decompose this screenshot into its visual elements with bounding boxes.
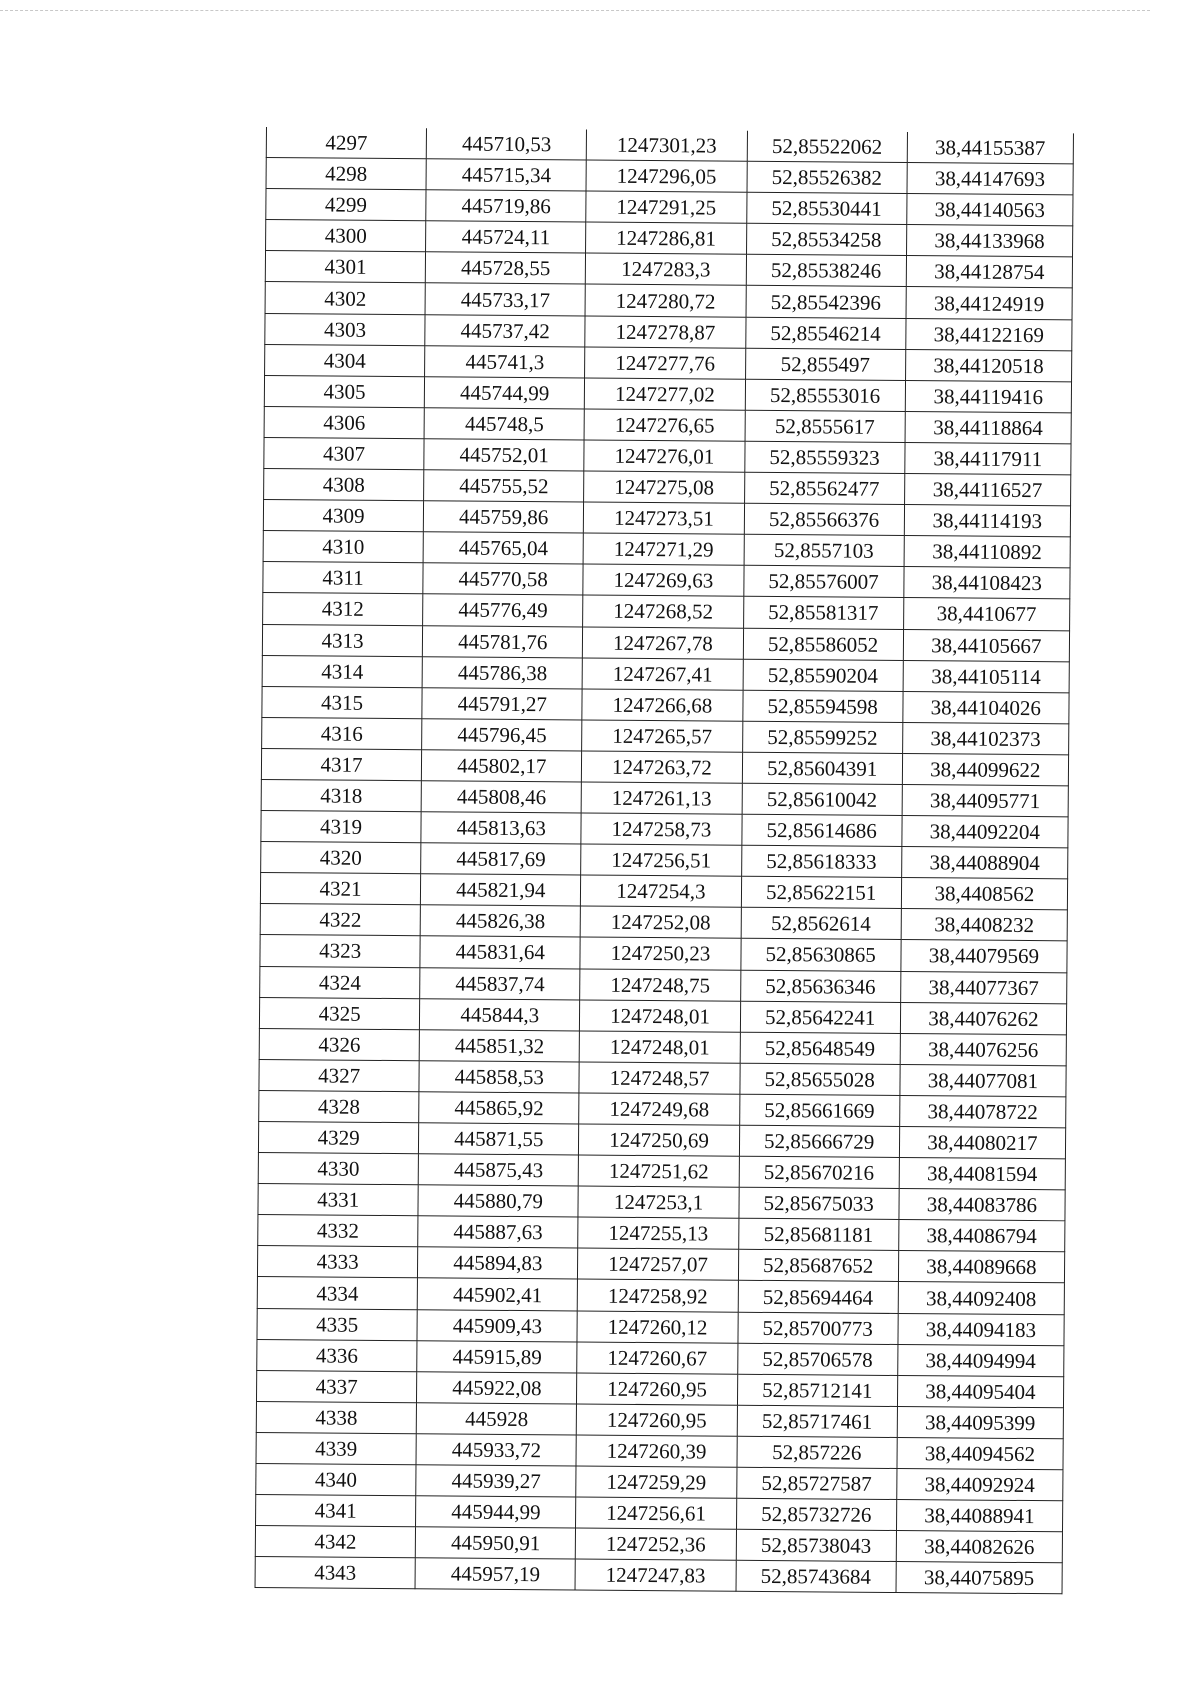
- y-coordinate-cell: 1247250,69: [579, 1124, 739, 1156]
- coordinates-table: [255, 127, 1074, 1595]
- point-number-cell: 4301: [265, 251, 425, 283]
- longitude-cell: 38,44122169: [906, 318, 1072, 350]
- y-coordinate-cell: 1247249,68: [579, 1093, 739, 1125]
- x-coordinate-cell: 445871,55: [419, 1123, 579, 1155]
- latitude-cell: 52,85546214: [745, 317, 905, 349]
- latitude-cell: 52,85743684: [736, 1561, 896, 1593]
- point-number-cell: 4330: [258, 1153, 418, 1185]
- latitude-cell: 52,85694464: [738, 1281, 898, 1313]
- latitude-cell: 52,85604391: [742, 752, 902, 784]
- y-coordinate-cell: 1247248,01: [580, 1031, 740, 1063]
- x-coordinate-cell: 445922,08: [417, 1371, 577, 1403]
- longitude-cell: 38,44077367: [900, 971, 1066, 1003]
- x-coordinate-cell: 445719,86: [426, 190, 586, 222]
- y-coordinate-cell: 1247276,01: [584, 440, 744, 472]
- point-number-cell: 4340: [256, 1463, 416, 1495]
- x-coordinate-cell: 445776,49: [423, 594, 583, 626]
- point-number-cell: 4306: [264, 406, 424, 438]
- longitude-cell: 38,44119416: [905, 380, 1071, 412]
- x-coordinate-cell: 445759,86: [424, 501, 584, 533]
- longitude-cell: 38,44092408: [898, 1282, 1064, 1314]
- x-coordinate-cell: 445765,04: [423, 532, 583, 564]
- point-number-cell: 4308: [264, 469, 424, 501]
- point-number-cell: 4333: [257, 1246, 417, 1278]
- point-number-cell: 4336: [257, 1339, 417, 1371]
- latitude-cell: 52,855497: [745, 348, 905, 380]
- latitude-cell: 52,8555617: [745, 410, 905, 442]
- longitude-cell: 38,44105667: [903, 629, 1069, 661]
- point-number-cell: 4299: [266, 189, 426, 221]
- y-coordinate-cell: 1247253,1: [578, 1186, 738, 1218]
- y-coordinate-cell: 1247256,61: [576, 1497, 736, 1529]
- x-coordinate-cell: 445858,53: [419, 1061, 579, 1093]
- y-coordinate-cell: 1247258,92: [578, 1279, 738, 1311]
- y-coordinate-cell: 1247251,62: [579, 1155, 739, 1187]
- point-number-cell: 4339: [256, 1432, 416, 1464]
- longitude-cell: 38,44080217: [899, 1127, 1065, 1159]
- longitude-cell: 38,44082626: [896, 1531, 1062, 1563]
- y-coordinate-cell: 1247291,25: [586, 191, 746, 223]
- y-coordinate-cell: 1247283,3: [586, 253, 746, 285]
- latitude-cell: 52,85706578: [737, 1343, 897, 1375]
- x-coordinate-cell: 445813,63: [421, 812, 581, 844]
- latitude-cell: 52,85594598: [742, 690, 902, 722]
- latitude-cell: 52,85586052: [743, 628, 903, 660]
- longitude-cell: 38,44118864: [905, 411, 1071, 443]
- longitude-cell: 38,44078722: [899, 1095, 1065, 1127]
- point-number-cell: 4342: [255, 1526, 415, 1558]
- point-number-cell: 4335: [257, 1308, 417, 1340]
- scan-edge-line: [0, 10, 1150, 11]
- x-coordinate-cell: 445733,17: [425, 283, 585, 315]
- longitude-cell: 38,44094562: [897, 1437, 1063, 1469]
- point-number-cell: 4304: [265, 344, 425, 376]
- latitude-cell: 52,85622151: [741, 877, 901, 909]
- y-coordinate-cell: 1247277,02: [585, 378, 745, 410]
- latitude-cell: 52,85661669: [739, 1094, 899, 1126]
- point-number-cell: 4338: [256, 1401, 416, 1433]
- x-coordinate-cell: 445887,63: [418, 1216, 578, 1248]
- latitude-cell: 52,8557103: [744, 534, 904, 566]
- x-coordinate-cell: 445755,52: [424, 470, 584, 502]
- x-coordinate-cell: 445909,43: [417, 1309, 577, 1341]
- latitude-cell: 52,85700773: [738, 1312, 898, 1344]
- point-number-cell: 4313: [262, 624, 422, 656]
- point-number-cell: 4311: [263, 562, 423, 594]
- x-coordinate-cell: 445817,69: [421, 843, 581, 875]
- latitude-cell: 52,85522062: [747, 131, 907, 163]
- longitude-cell: 38,4410677: [903, 598, 1069, 630]
- longitude-cell: 38,44095404: [897, 1375, 1063, 1407]
- y-coordinate-cell: 1247267,78: [583, 627, 743, 659]
- latitude-cell: 52,85681181: [738, 1219, 898, 1251]
- x-coordinate-cell: 445781,76: [423, 625, 583, 657]
- longitude-cell: 38,44092204: [902, 816, 1068, 848]
- latitude-cell: 52,85655028: [739, 1063, 899, 1095]
- longitude-cell: 38,44124919: [906, 287, 1072, 319]
- x-coordinate-cell: 445741,3: [425, 345, 585, 377]
- x-coordinate-cell: 445939,27: [416, 1465, 576, 1497]
- x-coordinate-cell: 445851,32: [419, 1029, 579, 1061]
- longitude-cell: 38,44147693: [907, 163, 1073, 195]
- x-coordinate-cell: 445944,99: [416, 1496, 576, 1528]
- latitude-cell: 52,85687652: [738, 1250, 898, 1282]
- latitude-cell: 52,857226: [737, 1436, 897, 1468]
- y-coordinate-cell: 1247265,57: [582, 720, 742, 752]
- y-coordinate-cell: 1247260,67: [577, 1342, 737, 1374]
- y-coordinate-cell: 1247254,3: [581, 875, 741, 907]
- x-coordinate-cell: 445808,46: [421, 781, 581, 813]
- longitude-cell: 38,44095771: [902, 784, 1068, 816]
- y-coordinate-cell: 1247255,13: [578, 1217, 738, 1249]
- point-number-cell: 4341: [256, 1495, 416, 1527]
- point-number-cell: 4328: [259, 1090, 419, 1122]
- x-coordinate-cell: 445957,19: [415, 1558, 575, 1590]
- latitude-cell: 52,85534258: [746, 224, 906, 256]
- latitude-cell: 52,85666729: [739, 1125, 899, 1157]
- point-number-cell: 4297: [266, 127, 426, 159]
- point-number-cell: 4334: [257, 1277, 417, 1309]
- point-number-cell: 4300: [266, 220, 426, 252]
- latitude-cell: 52,85576007: [743, 566, 903, 598]
- x-coordinate-cell: 445770,58: [423, 563, 583, 595]
- y-coordinate-cell: 1247275,08: [584, 471, 744, 503]
- longitude-cell: 38,44083786: [899, 1189, 1065, 1221]
- point-number-cell: 4327: [259, 1059, 419, 1091]
- point-number-cell: 4337: [256, 1370, 416, 1402]
- latitude-cell: 52,85648549: [740, 1032, 900, 1064]
- x-coordinate-cell: 445894,83: [418, 1247, 578, 1279]
- point-number-cell: 4314: [262, 655, 422, 687]
- longitude-cell: 38,44140563: [907, 194, 1073, 226]
- x-coordinate-cell: 445710,53: [426, 128, 586, 160]
- y-coordinate-cell: 1247260,95: [577, 1373, 737, 1405]
- latitude-cell: 52,85542396: [746, 286, 906, 318]
- latitude-cell: 52,85526382: [747, 161, 907, 193]
- point-number-cell: 4319: [261, 811, 421, 843]
- longitude-cell: 38,44133968: [906, 225, 1072, 257]
- latitude-cell: 52,85675033: [739, 1187, 899, 1219]
- longitude-cell: 38,44077081: [900, 1064, 1066, 1096]
- longitude-cell: 38,44075895: [896, 1562, 1062, 1594]
- y-coordinate-cell: 1247260,39: [576, 1435, 736, 1467]
- longitude-cell: 38,44116527: [904, 474, 1070, 506]
- x-coordinate-cell: 445831,64: [420, 936, 580, 968]
- longitude-cell: 38,44155387: [907, 132, 1073, 164]
- y-coordinate-cell: 1247268,52: [583, 595, 743, 627]
- longitude-cell: 38,4408562: [901, 878, 1067, 910]
- longitude-cell: 38,44114193: [904, 505, 1070, 537]
- y-coordinate-cell: 1247256,51: [581, 844, 741, 876]
- point-number-cell: 4302: [265, 282, 425, 314]
- longitude-cell: 38,44089668: [898, 1251, 1064, 1283]
- longitude-cell: 38,44088941: [896, 1500, 1062, 1532]
- latitude-cell: 52,85590204: [743, 659, 903, 691]
- latitude-cell: 52,85670216: [739, 1156, 899, 1188]
- x-coordinate-cell: 445791,27: [422, 687, 582, 719]
- x-coordinate-cell: 445950,91: [415, 1527, 575, 1559]
- point-number-cell: 4317: [261, 748, 421, 780]
- y-coordinate-cell: 1247280,72: [585, 284, 745, 316]
- longitude-cell: 38,44081594: [899, 1158, 1065, 1190]
- y-coordinate-cell: 1247247,83: [575, 1559, 735, 1591]
- point-number-cell: 4303: [265, 313, 425, 345]
- point-number-cell: 4332: [258, 1215, 418, 1247]
- point-number-cell: 4326: [259, 1028, 419, 1060]
- longitude-cell: 38,44086794: [898, 1220, 1064, 1252]
- x-coordinate-cell: 445915,89: [417, 1340, 577, 1372]
- longitude-cell: 38,44110892: [904, 536, 1070, 568]
- point-number-cell: 4309: [263, 500, 423, 532]
- x-coordinate-cell: 445786,38: [422, 656, 582, 688]
- y-coordinate-cell: 1247266,68: [582, 689, 742, 721]
- longitude-cell: 38,44088904: [901, 847, 1067, 879]
- y-coordinate-cell: 1247296,05: [586, 160, 746, 192]
- y-coordinate-cell: 1247276,65: [584, 409, 744, 441]
- point-number-cell: 4305: [264, 375, 424, 407]
- x-coordinate-cell: 445880,79: [418, 1185, 578, 1217]
- x-coordinate-cell: 445826,38: [420, 905, 580, 937]
- x-coordinate-cell: 445933,72: [416, 1434, 576, 1466]
- latitude-cell: 52,85559323: [744, 441, 904, 473]
- longitude-cell: 38,44128754: [906, 256, 1072, 288]
- point-number-cell: 4325: [259, 997, 419, 1029]
- x-coordinate-cell: 445865,92: [419, 1092, 579, 1124]
- point-number-cell: 4298: [266, 158, 426, 190]
- y-coordinate-cell: 1247301,23: [587, 130, 747, 162]
- y-coordinate-cell: 1247248,01: [580, 1000, 740, 1032]
- latitude-cell: 52,85538246: [746, 255, 906, 287]
- y-coordinate-cell: 1247248,57: [579, 1062, 739, 1094]
- longitude-cell: 38,44092924: [896, 1469, 1062, 1501]
- y-coordinate-cell: 1247250,23: [580, 937, 740, 969]
- x-coordinate-cell: 445724,11: [426, 221, 586, 253]
- longitude-cell: 38,44117911: [905, 442, 1071, 474]
- longitude-cell: 38,44102373: [902, 722, 1068, 754]
- latitude-cell: 52,85636346: [740, 970, 900, 1002]
- latitude-cell: 52,85732726: [736, 1498, 896, 1530]
- point-number-cell: 4307: [264, 437, 424, 469]
- y-coordinate-cell: 1247257,07: [578, 1248, 738, 1280]
- latitude-cell: 52,85581317: [743, 597, 903, 629]
- latitude-cell: 52,85717461: [737, 1405, 897, 1437]
- x-coordinate-cell: 445752,01: [424, 439, 584, 471]
- latitude-cell: 52,85712141: [737, 1374, 897, 1406]
- latitude-cell: 52,8562614: [741, 908, 901, 940]
- y-coordinate-cell: 1247261,13: [581, 782, 741, 814]
- table-row: [255, 1557, 1062, 1594]
- latitude-cell: 52,85630865: [740, 939, 900, 971]
- latitude-cell: 52,85553016: [745, 379, 905, 411]
- y-coordinate-cell: 1247278,87: [585, 316, 745, 348]
- point-number-cell: 4343: [255, 1557, 415, 1589]
- x-coordinate-cell: 445844,3: [420, 998, 580, 1030]
- y-coordinate-cell: 1247263,72: [582, 751, 742, 783]
- y-coordinate-cell: 1247258,73: [581, 813, 741, 845]
- latitude-cell: 52,85610042: [742, 783, 902, 815]
- y-coordinate-cell: 1247260,12: [577, 1311, 737, 1343]
- x-coordinate-cell: 445928: [416, 1403, 576, 1435]
- y-coordinate-cell: 1247252,36: [576, 1528, 736, 1560]
- point-number-cell: 4329: [258, 1121, 418, 1153]
- x-coordinate-cell: 445737,42: [425, 314, 585, 346]
- x-coordinate-cell: 445728,55: [425, 252, 585, 284]
- longitude-cell: 38,44108423: [904, 567, 1070, 599]
- point-number-cell: 4324: [260, 966, 420, 998]
- point-number-cell: 4320: [261, 842, 421, 874]
- longitude-cell: 38,44104026: [903, 691, 1069, 723]
- latitude-cell: 52,85562477: [744, 472, 904, 504]
- latitude-cell: 52,85727587: [736, 1467, 896, 1499]
- latitude-cell: 52,85738043: [736, 1529, 896, 1561]
- y-coordinate-cell: 1247271,29: [583, 533, 743, 565]
- latitude-cell: 52,85642241: [740, 1001, 900, 1033]
- longitude-cell: 38,44079569: [901, 940, 1067, 972]
- y-coordinate-cell: 1247277,76: [585, 347, 745, 379]
- y-coordinate-cell: 1247260,95: [577, 1404, 737, 1436]
- longitude-cell: 38,44076256: [900, 1033, 1066, 1065]
- longitude-cell: 38,44094183: [898, 1313, 1064, 1345]
- x-coordinate-cell: 445837,74: [420, 967, 580, 999]
- point-number-cell: 4331: [258, 1184, 418, 1216]
- x-coordinate-cell: 445796,45: [422, 719, 582, 751]
- longitude-cell: 38,44094994: [897, 1344, 1063, 1376]
- y-coordinate-cell: 1247286,81: [586, 222, 746, 254]
- y-coordinate-cell: 1247269,63: [583, 564, 743, 596]
- longitude-cell: 38,44076262: [900, 1002, 1066, 1034]
- point-number-cell: 4315: [262, 686, 422, 718]
- longitude-cell: 38,44099622: [902, 753, 1068, 785]
- point-number-cell: 4321: [260, 873, 420, 905]
- latitude-cell: 52,85566376: [744, 503, 904, 535]
- x-coordinate-cell: 445902,41: [417, 1278, 577, 1310]
- longitude-cell: 38,44105114: [903, 660, 1069, 692]
- x-coordinate-cell: 445802,17: [422, 750, 582, 782]
- latitude-cell: 52,85599252: [742, 721, 902, 753]
- point-number-cell: 4322: [260, 904, 420, 936]
- point-number-cell: 4310: [263, 531, 423, 563]
- y-coordinate-cell: 1247273,51: [584, 502, 744, 534]
- x-coordinate-cell: 445748,5: [424, 408, 584, 440]
- y-coordinate-cell: 1247259,29: [576, 1466, 736, 1498]
- y-coordinate-cell: 1247267,41: [582, 658, 742, 690]
- point-number-cell: 4318: [261, 779, 421, 811]
- x-coordinate-cell: 445875,43: [418, 1154, 578, 1186]
- longitude-cell: 38,44120518: [905, 349, 1071, 381]
- point-number-cell: 4312: [263, 593, 423, 625]
- x-coordinate-cell: 445715,34: [426, 159, 586, 191]
- point-number-cell: 4323: [260, 935, 420, 967]
- latitude-cell: 52,85614686: [741, 814, 901, 846]
- latitude-cell: 52,85618333: [741, 845, 901, 877]
- coordinates-table-body: [255, 127, 1073, 1594]
- point-number-cell: 4316: [262, 717, 422, 749]
- y-coordinate-cell: 1247248,75: [580, 969, 740, 1001]
- y-coordinate-cell: 1247252,08: [581, 906, 741, 938]
- longitude-cell: 38,44095399: [897, 1406, 1063, 1438]
- longitude-cell: 38,4408232: [901, 909, 1067, 941]
- latitude-cell: 52,85530441: [746, 192, 906, 224]
- x-coordinate-cell: 445821,94: [421, 874, 581, 906]
- x-coordinate-cell: 445744,99: [424, 377, 584, 409]
